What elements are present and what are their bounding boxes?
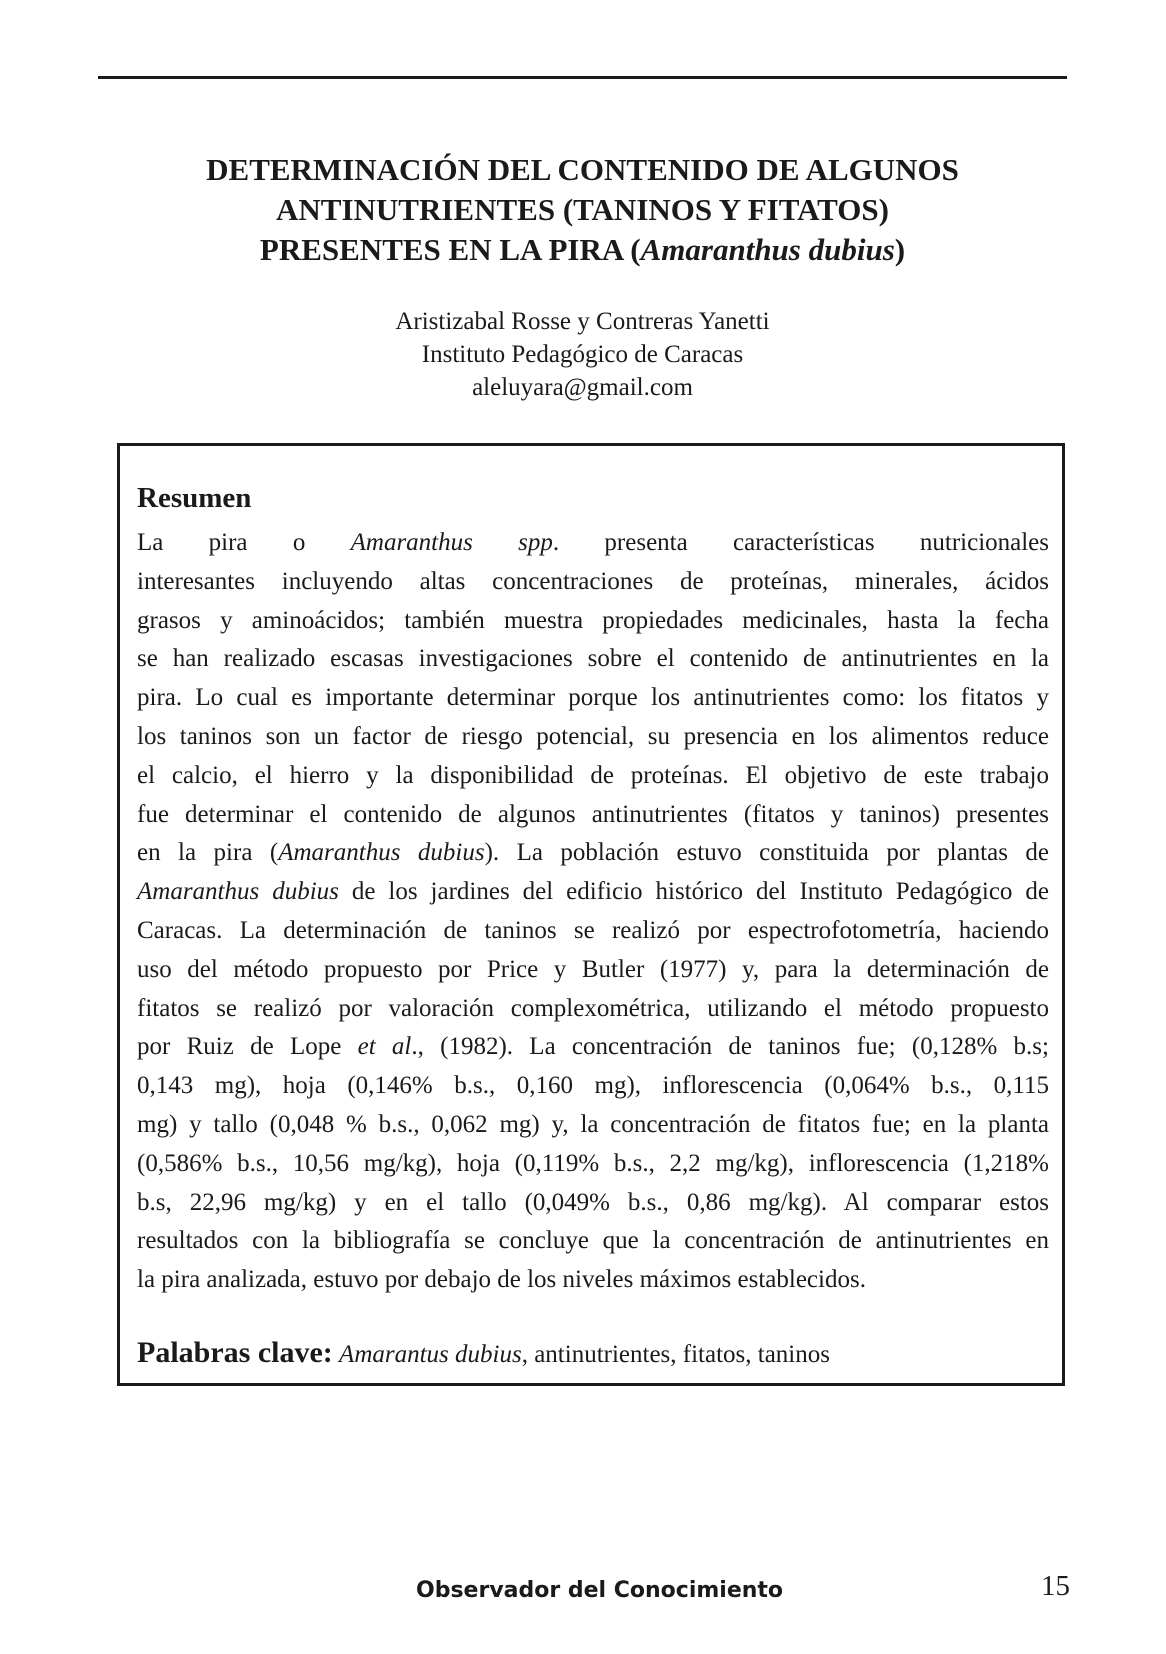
abstract-line (137, 834, 1049, 873)
author-names: Aristizabal Rosse y Contreras Yanetti (395, 308, 770, 335)
abstract-italic-term: et al (357, 1033, 412, 1061)
top-rule (98, 76, 1067, 79)
author-email: aleluyara@gmail.com (472, 374, 693, 401)
abstract-text: uso del método propuesto por Price y Butler (1977) y, para la determinación de (137, 955, 1049, 983)
abstract-text: por Ruiz de Lope (137, 1033, 358, 1061)
article-title (120, 150, 1045, 270)
abstract-text: pira. Lo cual es importante determinar porque los antinutrientes como: los fitatos y (137, 684, 1049, 712)
abstract-text: fue determinar el contenido de algunos antinutrientes (fitatos y taninos) presentes (137, 800, 1049, 828)
abstract-line (137, 873, 1049, 912)
keywords-label: Palabras clave: (137, 1336, 333, 1369)
abstract-line (137, 1028, 1049, 1067)
abstract-line (137, 1222, 1049, 1261)
abstract-italic-term: Amaranthus spp (350, 529, 553, 556)
abstract-line (137, 679, 1049, 718)
abstract-text: de los jardines del edificio histórico del Instituto Pedagógico de (338, 878, 1049, 906)
abstract-text: Caracas. La determinación de taninos se realizó por espectrofotometría, haciendo (137, 916, 1049, 944)
abstract-text: b.s, 22,96 mg/kg) y en el tallo (0,049% b.s., 0,86 mg/kg). Al comparar estos (137, 1188, 1049, 1216)
abstract-line (137, 1106, 1049, 1145)
title-line-1: DETERMINACIÓN DEL CONTENIDO DE ALGUNOS (206, 152, 959, 187)
title-line-3-prefix: PRESENTES EN LA PIRA ( (259, 232, 641, 267)
abstract-body (137, 524, 1049, 1300)
abstract-text: el calcio, el hierro y la disponibilidad de proteínas. El objetivo de este trabajo (137, 761, 1049, 789)
abstract-heading: Resumen (137, 482, 252, 514)
abstract-line (137, 524, 1049, 563)
abstract-text: fitatos se realizó por valoración complexométrica, utilizando el método propuesto (137, 994, 1049, 1022)
abstract-text: ). La población estuvo constituida por plantas de (484, 839, 1049, 867)
abstract-italic-term: Amaranthus dubius (278, 839, 485, 867)
author-block (200, 305, 965, 404)
page-number: 15 (1041, 1570, 1070, 1602)
abstract-text: . presenta características nutricionales (552, 529, 1050, 556)
keywords-species: Amarantus dubius (339, 1341, 522, 1368)
abstract-text: (0,586% b.s., 10,56 mg/kg), hoja (0,119% b.s., 2,2 mg/kg), inflorescencia (1,218% (137, 1149, 1049, 1177)
abstract-text: ., (1982). La concentración de taninos fue; (0,128% b.s; (411, 1033, 1049, 1061)
title-species: Amaranthus dubius (640, 232, 895, 267)
abstract-line (137, 796, 1049, 835)
abstract-line (137, 640, 1049, 679)
title-line-2: ANTINUTRIENTES (TANINOS Y FITATOS) (276, 192, 889, 227)
title-line-3 (120, 230, 1045, 270)
abstract-line (137, 563, 1049, 602)
abstract-line (137, 1145, 1049, 1184)
abstract-line (137, 912, 1049, 951)
abstract-line (137, 1184, 1049, 1223)
abstract-text: 0,143 mg), hoja (0,146% b.s., 0,160 mg), inflorescencia (0,064% b.s., 0,115 (137, 1072, 1049, 1100)
abstract-text: se han realizado escasas investigaciones sobre el contenido de antinutrientes en la (137, 645, 1049, 673)
abstract-line (137, 951, 1049, 990)
abstract-line (137, 718, 1049, 757)
title-line-3-suffix: ) (894, 232, 906, 267)
footer-journal-name: Observador del Conocimiento (416, 1578, 784, 1603)
abstract-line (137, 1067, 1049, 1106)
abstract-text: interesantes incluyendo altas concentraciones de proteínas, minerales, ácidos (137, 567, 1049, 595)
abstract-text: resultados con la bibliografía se concluye que la concentración de antinutrientes en (137, 1227, 1049, 1255)
abstract-text: grasos y aminoácidos; también muestra propiedades medicinales, hasta la fecha (137, 606, 1049, 634)
keywords-terms: , antinutrientes, fitatos, taninos (521, 1341, 830, 1368)
abstract-line (137, 757, 1049, 796)
abstract-line (137, 602, 1049, 641)
keywords (137, 1336, 830, 1370)
abstract-text: los taninos son un factor de riesgo potencial, su presencia en los alimentos reduce (137, 722, 1049, 750)
abstract-text: La pira o (137, 529, 351, 556)
abstract-text: en la pira ( (137, 839, 279, 867)
abstract-text: la pira analizada, estuvo por debajo de los niveles máximos establecidos. (137, 1266, 866, 1294)
abstract-text: mg) y tallo (0,048 % b.s., 0,062 mg) y, la concentración de fitatos fue; en la planta (137, 1110, 1049, 1138)
abstract-box (117, 443, 1065, 1386)
abstract-italic-term: Amaranthus dubius (137, 878, 339, 906)
author-institution: Instituto Pedagógico de Caracas (421, 341, 744, 368)
abstract-line (137, 1261, 1049, 1300)
abstract-line (137, 990, 1049, 1029)
